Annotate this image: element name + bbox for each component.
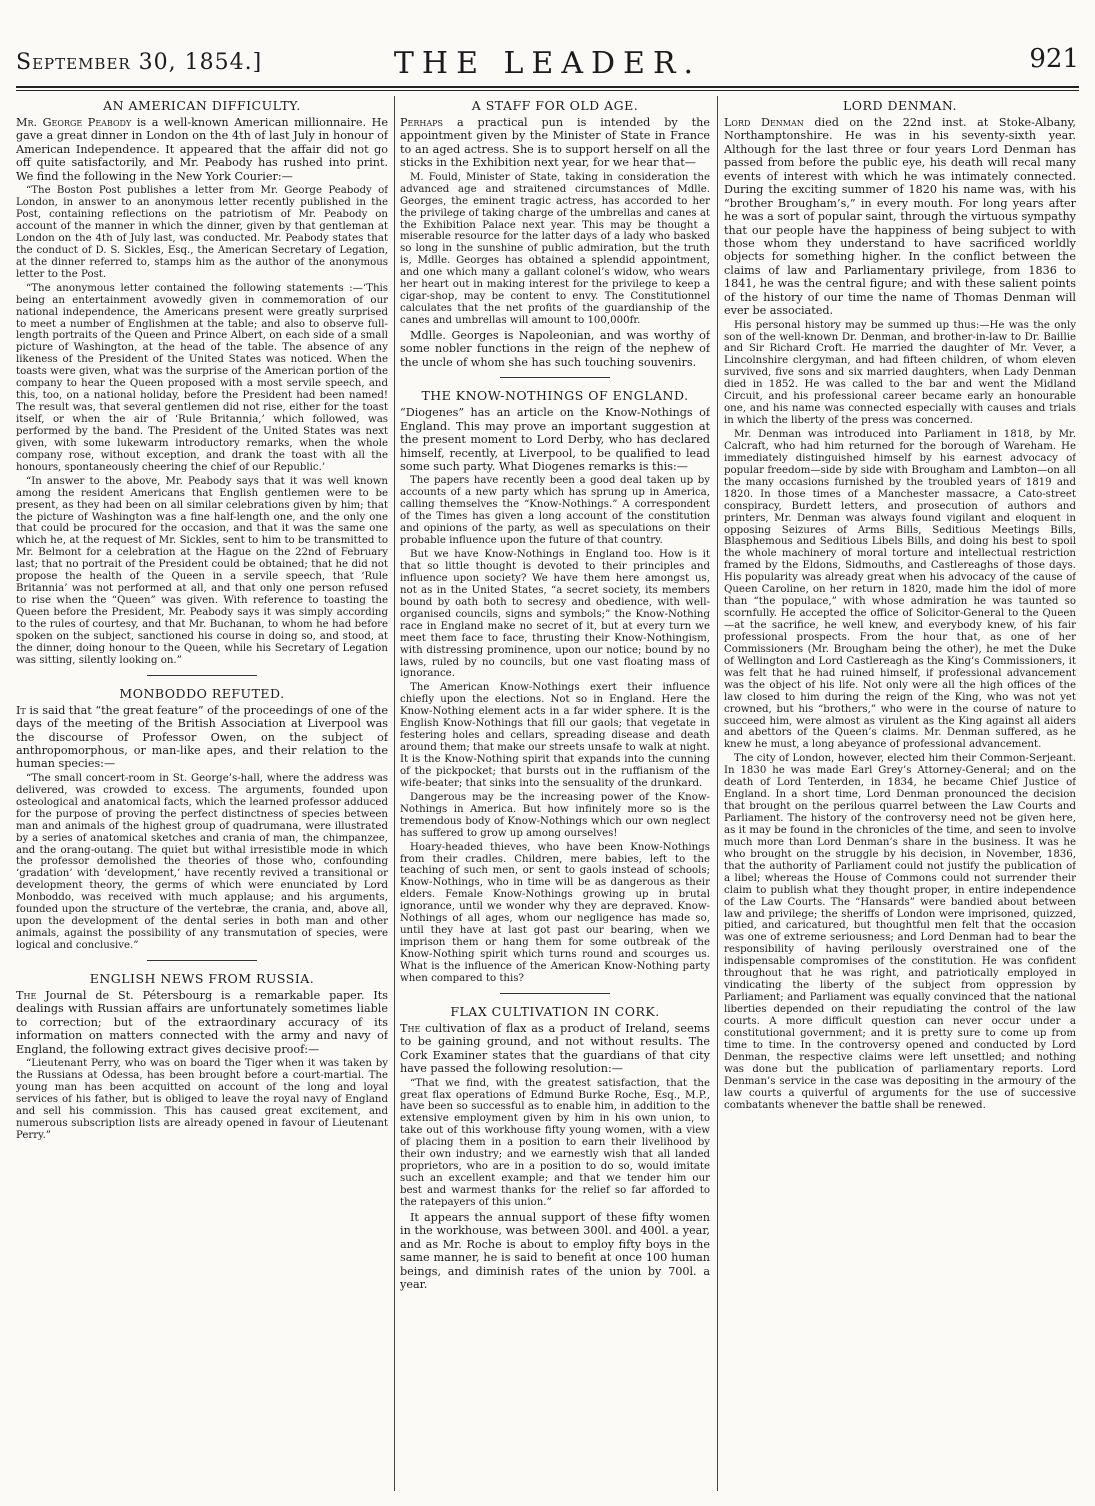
- page-number: 921: [1029, 44, 1079, 74]
- article-title: ENGLISH NEWS FROM RUSSIA.: [89, 970, 315, 986]
- lead-words: Mr. George Peabody: [16, 116, 132, 129]
- article-paragraph: Perhaps a practical pun is intended by the appointment given by the Minister of State in France to an aged actress. She is to support herself on all the sticks in the Exhibition next year, for we hear that—: [400, 116, 710, 170]
- article-monboddo-refuted: [16, 686, 388, 952]
- newspaper-title: THE LEADER.: [393, 46, 702, 81]
- masthead: [16, 44, 1079, 84]
- article-title: AN AMERICAN DIFFICULTY.: [103, 98, 301, 113]
- article-american-difficulty: [16, 98, 388, 667]
- article-title: FLAX CULTIVATION IN CORK.: [450, 1003, 660, 1019]
- masthead-rule: [16, 86, 1079, 88]
- article-paragraph: “Diogenes” has an article on the Know-Nothings of England. This may prove an important suggestion at the present moment to Lord Derby, who has declared himself, recently, at Liverpool, to be qualified to lead some such party. What Diogenes remarks is this:—: [400, 406, 710, 473]
- article-separator: [500, 993, 610, 994]
- article-paragraph: His personal history may be summed up thus:—He was the only son of the well-known Dr. Denman, and brother-in-law to Dr. Baillie and Sir Richard Croft. He married the daughter of Mr. Vever, a Lincolnshire clergyman, and had fifteen children, of whom eleven survived, five sons and six married daughters, when Lady Denman died in 1852. He was called to the bar and went the Midland Circuit, and his professional career became early an honourable one, and his name was connected especially with causes and trials in which the liberty of the press was concerned.: [724, 319, 1076, 427]
- quoted-paragraph: The American Know-Nothings exert their influence chiefly upon the elections. Not so in England. Here the Know-Nothing element acts in a far wider sphere. It is the English Know-Nothings that fill our gaols; that vegetate in festering holes and cellars, spreading disease and death around them; that make our streets unsafe to walk at night. It is the Know-Nothing spirit that expands into the cunning of the pickpocket; that bursts out in the ruffianism of the wife-beater; that sinks into the sensuality of the drunkard.: [400, 682, 710, 789]
- column-divider: [394, 96, 395, 1491]
- column-divider: [717, 96, 718, 1491]
- article-separator: [147, 675, 257, 676]
- quoted-paragraph: Hoary-headed thieves, who have been Know-Nothings from their cradles. Children, mere babies, left to the teaching of such men, or sent to gaols instead of schools; Know-Nothings, who in time will be as dangerous as their elders. Female Know-Nothings growing up in brutal ignorance, until we wonder why they are depraved. Know-Nothings of all ages, whom our negligence has made so, until they have at last got past our bearing, when we imprison them or hang them for some outbreak of the Know-Nothing spirit which turns round and scourges us. What is the influence of the American Know-Nothing party when compared to this?: [400, 841, 710, 984]
- article-title: THE KNOW-NOTHINGS OF ENGLAND.: [421, 388, 689, 404]
- article-paragraph: It appears the annual support of these fifty women in the workhouse, was between 300l. and 400l. a year, and as Mr. Roche is about to employ fifty boys in the same manner, he is said to benefit at once 100 human beings, and diminish rates of the union by 700l. a year.: [400, 1210, 710, 1292]
- lead-words: The: [400, 1021, 421, 1035]
- article-know-nothings: [400, 388, 710, 985]
- article-paragraph: The cultivation of flax as a product of Ireland, seems to be gaining ground, and not without results. The Cork Examiner states that the guardians of that city have passed the following resolution:—: [400, 1021, 710, 1076]
- column-1: [16, 96, 388, 1491]
- article-staff-for-old-age: [400, 98, 710, 369]
- article-news-from-russia: [16, 971, 388, 1142]
- quoted-paragraph: “The anonymous letter contained the following statements :—‘This being an entertainment avowedly given in commemoration of our national independence, the Americans present were greatly surprised to meet a number of Englishmen at the table; and also to observe full-length portraits of the Queen and Prince Albert, on each side of a small picture of Washington, at the head of the table. The absence of any likeness of the President of the United States was noticed. When the toasts were given, what was the surprise of the American portion of the company to hear the Queen proposed with a most servile speech, and this, too, on a national holiday, before the President had been named! The result was, that several gentlemen did not rise, either for the toast itself, or when the air of ‘Rule Britannia,’ which followed, was performed by the band. The President of the United States was next given, with some lukewarm introductory remarks, when the whole company rose, without exception, and drank the toast with all the honours, spontaneously cheering the chief of our Republic.’: [16, 282, 388, 473]
- article-paragraph: Lord Denman died on the 22nd inst. at Stoke-Albany, Northamptonshire. He was in his seventy-sixth year. Although for the last three or four years Lord Denman has passed from before the public eye, his death will recal many events of interest with which he was intimately connected. During the exciting summer of 1820 his name was, with his “brother Brougham’s,” in every mouth. For long years after he was a sort of popular saint, through the virtuous sympathy that our people have the happiness of being subject to with those whom they understand to have sacrificed worldly objects for something higher. In the conflict between the claims of law and Parliamentary privilege, from 1836 to 1841, he was the central figure; and with these salient points of the history of our time the name of Thomas Denman will ever be associated.: [724, 116, 1076, 318]
- quoted-paragraph: But we have Know-Nothings in England too. How is it that so little thought is devoted to their principles and influence upon society? We have them here amongst us, not as in the United States, “a secret society, its members bound by oath both to secresy and obedience, with well-organised councils, signs and symbols;” the Know-Nothing race in England make no secret of it, but at every turn we meet them face to face, thrusting their Know-Nothingism, with distressing prominence, upon our notice; bound by no laws, ruled by no councils, but one vast floating mass of ignorance.: [400, 549, 710, 680]
- article-paragraph: Mdlle. Georges is Napoleonian, and was worthy of some nobler functions in the reign of the nephew of the uncle of whom she has such touching souvenirs.: [400, 328, 710, 369]
- lead-words: The: [16, 988, 37, 1002]
- quoted-paragraph: “That we find, with the greatest satisfaction, that the great flax operations of Edmund Burke Roche, Esq., M.P., have been so successful as to enable him, in addition to the extensive employment given by him in his own union, to take out of this workhouse fifty young women, with a view of placing them in a position to earn their livelihood by their own industry; and we earnestly wish that all landed proprietors, who are in a position to do so, would imitate such an excellent example; and that we tender him our best and warmest thanks for the relief so far afforded to the ratepayers of this union.”: [400, 1077, 710, 1208]
- article-title: A STAFF FOR OLD AGE.: [471, 98, 639, 113]
- column-3: [724, 96, 1076, 1491]
- lead-words: Lord Denman: [724, 116, 804, 129]
- quoted-paragraph: “Lieutenant Perry, who was on board the Tiger when it was taken by the Russians at Odessa, has been brought before a court-martial. The young man has been acquitted on account of the long and loyal services of his father, but is obliged to leave the royal navy of England and sell his commission. This has caused great excitement, and numerous subscription lists are already opened in favour of Lieutenant Perry.”: [16, 1058, 388, 1141]
- article-title: MONBODDO REFUTED.: [119, 685, 285, 701]
- masthead-rule-thin: [16, 90, 1079, 91]
- article-separator: [500, 377, 610, 378]
- quoted-paragraph: M. Fould, Minister of State, taking in consideration the advanced age and straitened circumstances of Mdlle. Georges, the eminent tragic actress, has accorded to her the privilege of taking charge of the umbrellas and canes at the Exhibition Palace next year. This may be thought a miserable resource for the latter days of a lady who basked so long in the sunshine of public admiration, but the truth is, Mdlle. Georges has obtained a splendid appointment, and one which many a gallant colonel’s widow, who wears her heart out in making interest for the privilege to keep a cigar-shop, may be content to envy. The Constitutionnel calculates that the net profits of the guardianship of the canes and umbrellas will amount to 100,000fr.: [400, 171, 710, 326]
- issue-date: September 30, 1854.]: [16, 50, 263, 75]
- article-lord-denman: [724, 98, 1076, 1111]
- column-2: [400, 96, 710, 1491]
- quoted-paragraph: “In answer to the above, Mr. Peabody says that it was well known among the resident Americans that English gentlemen were to be present, as they had been on all similar celebrations given by him; that the picture of Washington was a fine half-length one, and the only one that could be procured for the occasion, and that it was the same one which he, at the request of Mr. Sickles, sent to him to be transmitted to Mr. Belmont for a celebration at the Hague on the 22nd of February last; that no portrait of the President could be obtained; that he did not propose the health of the Queen in a servile speech, that ‘Rule Britannia’ was not performed at all, and that only one person refused to rise when the “Queen” was given. With reference to toasting the Queen before the President, Mr. Peabody says it was simply according to the rules of courtesy, and that Mr. Buchanan, to whom he had before spoken on the subject, sanctioned his course in doing so, and stood, at the dinner, doing honour to the Queen, while his Secretary of Legation was sitting, silently looking on.”: [16, 475, 388, 666]
- article-paragraph: Mr. Denman was introduced into Parliament in 1818, by Mr. Calcraft, who had him returned for the borough of Wareham. He immediately distinguished himself by his earnest advocacy of popular freedom—side by side with Brougham and Lambton—on all the many occasions furnished by the troubled years of 1819 and 1820. In those times of a Manchester massacre, a Cato-street conspiracy, Burdett letters, and prosecution of authors and printers, Mr. Denman was always found vigilant and eloquent in opposing Seizures of Arms Bills, Seditious Meetings Bills, Blasphemous and Seditious Libels Bills, and doing his best to spoil the whole machinery of moral torture and intellectual restriction framed by the Eldons, Sidmouths, and Castlereaghs of those days. His popularity was already great when his advocacy of the cause of Queen Caroline, on her return in 1820, made him the idol of more than “the populace,” with whose admiration he was taunted so scornfully. He accepted the office of Solicitor-General to the Queen—at the sacrifice, he well knew, and everybody knew, of his fair professional prospects. From the hour that, as one of her Commissioners (Mr. Brougham being the other), he met the Duke of Wellington and Lord Castlereagh as the King’s Commissioners, it was felt that he had ruined himself, if professional advancement was the object of his life. Not only were all the high offices of the law closed to him during the reign of the King, who was not yet crowned, but his “brothers,” who were in the course of nature to succeed him, were almost as virulent as the King against all aiders and abettors of the Queen’s claims. Mr. Denman suffered, as he knew he must, a long abeyance of professional advancement.: [724, 429, 1076, 751]
- quoted-paragraph: “The Boston Post publishes a letter from Mr. George Peabody of London, in answer to an anonymous letter recently published in the Post, containing reflections on the patriotism of Mr. Peabody on account of the manner in which the dinner, given by that gentleman at London on the 4th of July last, was conducted. Mr. Peabody states that the conduct of D. S. Sickles, Esq., the American Secretary of Legation, at the dinner referred to, stamps him as the author of the anonymous letter to the Post.: [16, 185, 388, 280]
- article-flax-cultivation: [400, 1004, 710, 1292]
- article-paragraph: The city of London, however, elected him their Common-Serjeant. In 1830 he was made Earl Grey’s Attorney-General; and on the death of Lord Tenterden, in 1834, he became Chief Justice of England. In a short time, Lord Denman pronounced the decision that brought on the perilous quarrel between the Law Courts and Parliament. The history of the controversy need not be given here, as it may be found in the chronicles of the time, and seen to involve much more than Lord Denman’s share in the business. It was he who brought on the struggle by his decision, in November, 1836, that the authority of Parliament could not justify the publication of a libel; whereas the House of Commons could not surrender their claim to publish what they thought proper, in entire independence of the Law Courts. The “Hansards” were bandied about between law and privilege; the sheriffs of London were imprisoned, quizzed, pitied, and caricatured, but thoughtful men felt that the occasion was one of extreme seriousness; and Lord Denman had to bear the responsibility of having perilously overstrained one of the indispensable compromises of the constitution. He was confident throughout that he was right, and patriotically employed in vindicating the liberty of the subject from oppression by Parliament; and Parliament was equally convinced that the national liberties depended on their repudiating the control of the law courts. A more difficult question can never occur under a constitutional government; and it is pretty sure to come up from time to time. In the controversy opened and conducted by Lord Denman, the respective claims were left unsettled; and nothing was done but the publication of parliamentary reports. Lord Denman’s service in the case was depositing in the armoury of the law courts a quiverful of arguments for the use of successive combatants whenever the battle shall be renewed.: [724, 753, 1076, 1111]
- article-paragraph: The Journal de St. Pétersbourg is a remarkable paper. Its dealings with Russian affairs are unfortunately sometimes liable to correction; but of the extraordinary accuracy of its information on matters connected with the army and navy of England, the following extract gives decisive proof:—: [16, 988, 388, 1056]
- article-paragraph: It is said that “the great feature” of the proceedings of one of the days of the meeting of the British Association at Liverpool was the discourse of Professor Owen, on the subject of anthropomorphous, or man-like apes, and their relation to the human species:—: [16, 703, 388, 771]
- quoted-paragraph: The papers have recently been a good deal taken up by accounts of a new party which has sprung up in America, calling themselves the “Know-Nothings.” A correspondent of the Times has given a long account of the constitution and opinions of the party, as well as speculations on their probable influence upon the future of that country.: [400, 475, 710, 547]
- article-separator: [147, 960, 257, 961]
- article-title: LORD DENMAN.: [843, 98, 957, 113]
- lead-words: It: [16, 703, 26, 717]
- quoted-paragraph: Dangerous may be the increasing power of the Know-Nothings in America. But how infinitely more so is the tremendous body of Know-Nothings which our own neglect has suffered to grow up among ourselves!: [400, 791, 710, 839]
- lead-words: Perhaps: [400, 116, 444, 129]
- article-paragraph: Mr. George Peabody is a well-known American millionnaire. He gave a great dinner in London on the 4th of last July in honour of American Independence. It appeared that the affair did not go off quite satisfactorily, and Mr. Peabody has rushed into print. We find the following in the New York Courier:—: [16, 116, 388, 183]
- quoted-paragraph: “The small concert-room in St. George’s-hall, where the address was delivered, was crowded to excess. The arguments, founded upon osteological and anatomical facts, which the learned professor adduced for the purpose of proving the perfect distinctness of species between man and animals of the highest group of quadrumana, were illustrated by a series of anatomical sketches and crania of man, the chimpanzee, and the orang-outang. The quiet but withal irresistible mode in which the professor demolished the theories of those who, confounding ‘gradation’ with ‘development,’ have recently revived a transitional or development theory, the germs of which were enunciated by Lord Monboddo, was received with much applause; and his arguments, founded upon the structure of the vertebræ, the crania, and, above all, upon the development of the dental series in both man and other animals, against the possibility of any transmutation of species, were logical and conclusive.”: [16, 772, 388, 951]
